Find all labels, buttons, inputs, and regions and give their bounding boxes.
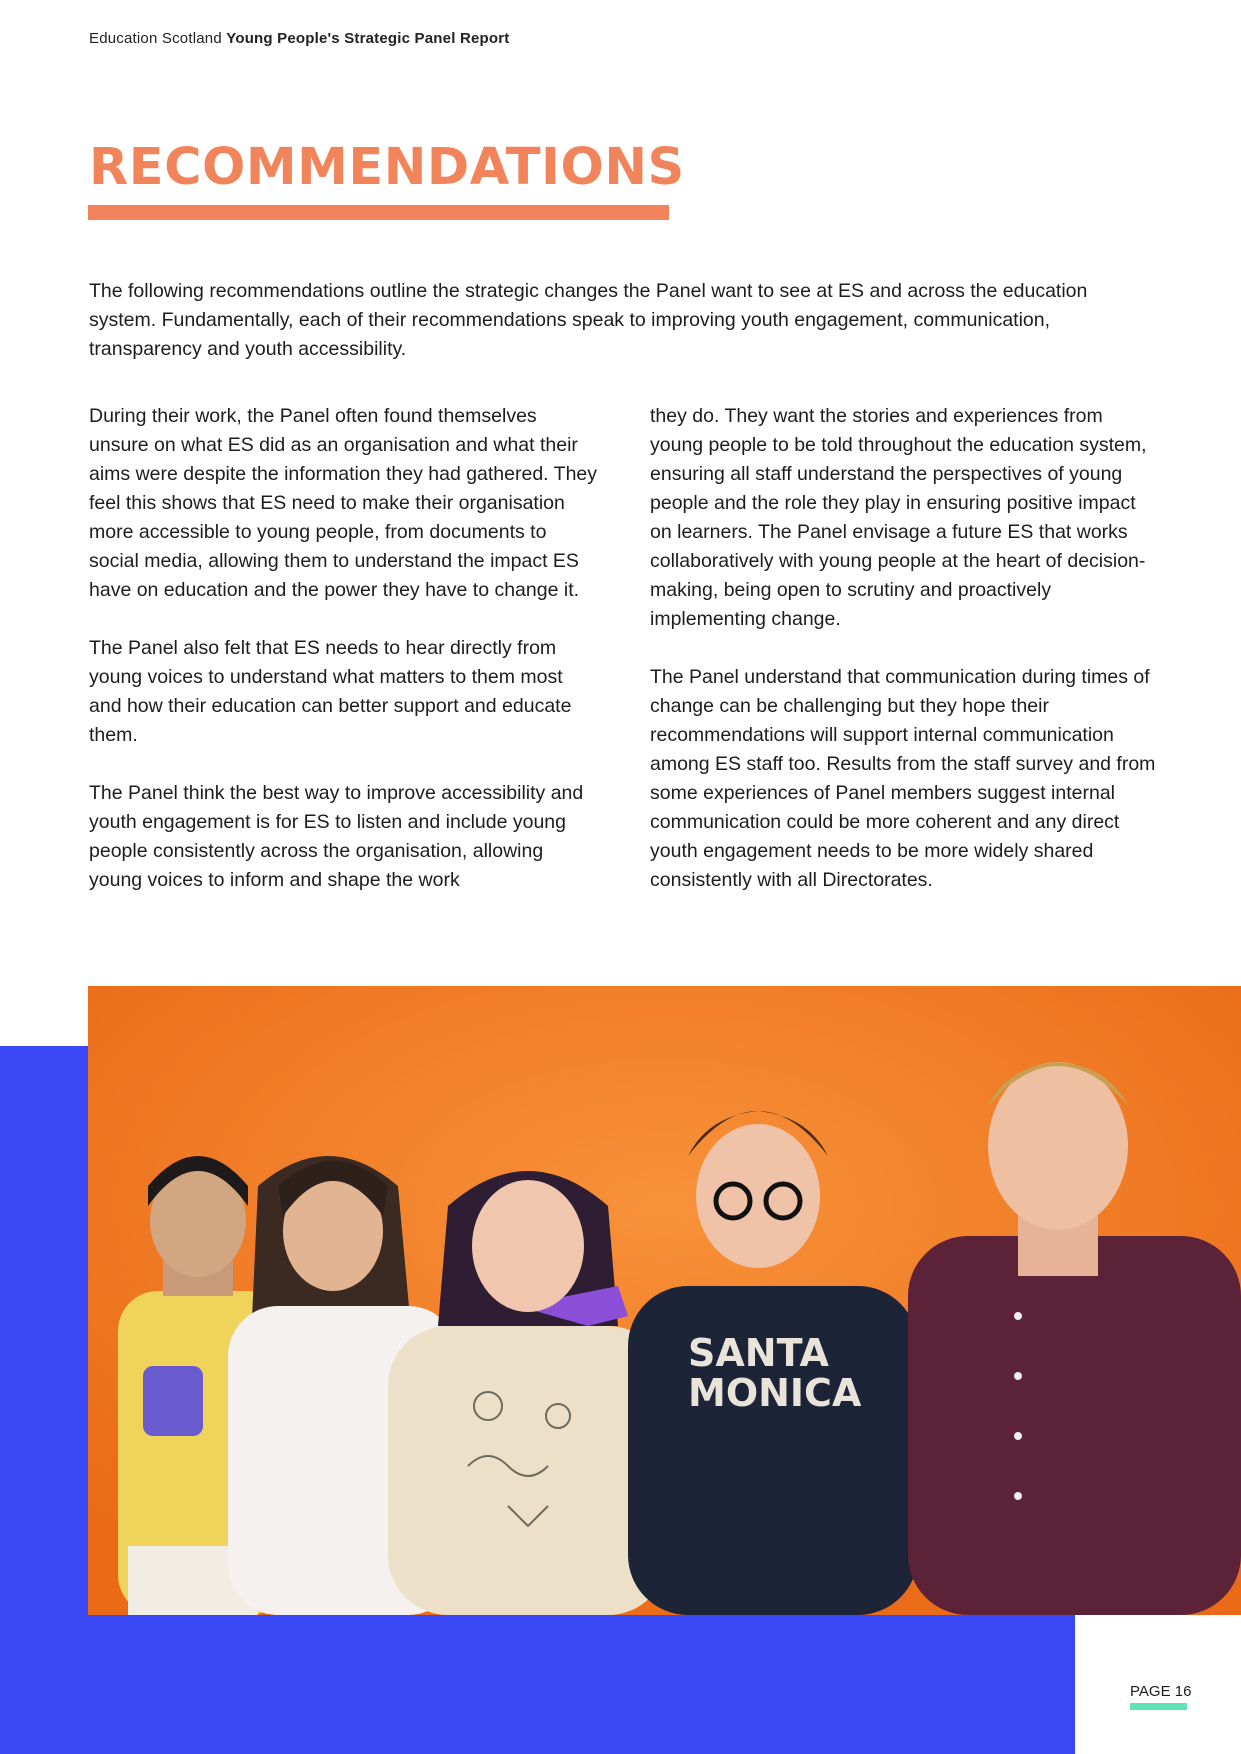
decorative-blue-band-bottom (0, 1600, 1075, 1754)
page-title: RECOMMENDATIONS (89, 138, 685, 197)
page-number-underline (1130, 1703, 1187, 1710)
group-photo (88, 986, 1241, 1615)
left-paragraph-2: The Panel also felt that ES needs to hear directly from young voices to understand what matters to them most and how their education can better support and educate them. (89, 637, 572, 746)
right-column (650, 402, 1160, 924)
svg-text:SANTA: SANTA (688, 1331, 829, 1375)
header-org: Education Scotland (89, 30, 222, 47)
group-photo-illustration (88, 986, 1241, 1615)
left-column (89, 402, 599, 924)
svg-text:MONICA: MONICA (688, 1371, 862, 1415)
right-paragraph-1: they do. They want the stories and experiences from young people to be told throughout the education system, ensuring all staff understand the perspectives of young people and the role they play in ensuring positive impact on learners. The Panel envisage a future ES that works collaboratively with young people at the heart of decision-making, being open to scrutiny and proactively implementing change. (650, 405, 1147, 630)
right-paragraph-2: The Panel understand that communication during times of change can be challenging but they hope their recommendations will support internal communication among ES staff too. Results from the staff survey and from some experiences of Panel members suggest internal communication could be more coherent and any direct youth engagement needs to be more widely shared consistently with all Directorates. (650, 666, 1156, 891)
page-number: PAGE 16 (1130, 1683, 1192, 1700)
left-paragraph-3: The Panel think the best way to improve accessibility and youth engagement is for ES to listen and include young people consistently across the organisation, allowing young voices to inform and shape the work (89, 782, 584, 891)
left-paragraph-1: During their work, the Panel often found themselves unsure on what ES did as an organisation and what their aims were despite the information they had gathered. They feel this shows that ES need to make their organisation more accessible to young people, from documents to social media, allowing them to understand the impact ES have on education and the power they have to change it. (89, 405, 598, 601)
title-underline (88, 205, 669, 220)
running-header (89, 30, 509, 47)
intro-paragraph: The following recommendations outline the strategic changes the Panel want to see at ES and across the education system. Fundamentally, each of their recommendations speak to improving youth engagement, communication, transparency and youth accessibility. (89, 280, 1088, 360)
header-report-title: Young People's Strategic Panel Report (226, 30, 510, 47)
